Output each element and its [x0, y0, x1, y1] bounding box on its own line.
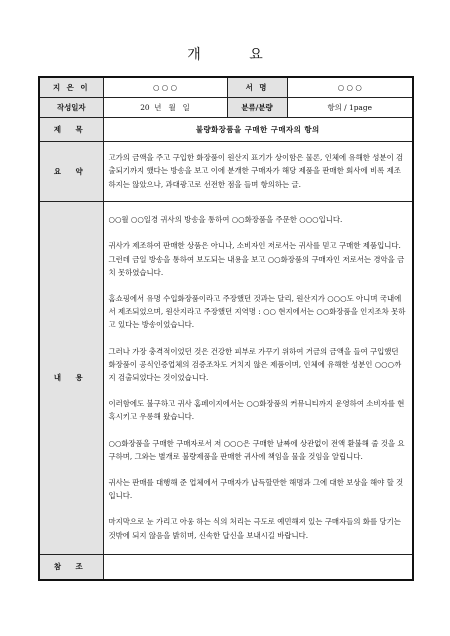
content-paragraph: 마지막으로 눈 가리고 아웅 하는 식의 처리는 극도로 예민해져 있는 구매자들의 화를 당기는 것밖에 되지 않음을 밝히며, 신속한 답신을 보내시길 바랍니다. [108, 517, 401, 540]
content-label: 내 용 [39, 201, 103, 554]
document-title: 개 요 [187, 47, 285, 63]
summary-form-table [38, 76, 414, 581]
summary-label: 요 약 [39, 141, 103, 201]
author-row [39, 77, 413, 97]
summary-row [39, 141, 413, 201]
subject-label: 제 목 [39, 117, 103, 141]
summary-text: 고가의 금액을 주고 구입한 화장품이 원산지 표기가 상이함은 물론, 인체에 유해한 성분이 검출되기까지 했다는 방송을 보고 이에 분개한 구매자가 해당 제품을 판매한 회사에 비록 제조하지는 않았으나, 과대광고로 선전한 점을 들며 항의하는 글. [103, 141, 413, 201]
content-paragraph: 홈쇼핑에서 유명 수입화장품이라고 주장했던 것과는 달리, 원산지가 ○○○도 아니며 국내에서 제조되었으며, 원산지라고 주장했던 지역명 : ○○ 현지에서는 ○○화장품을 인지조차 못하고 있다는 방송이었습니다. [108, 293, 406, 330]
subject-row [39, 117, 413, 141]
category-label: 분류/분량 [227, 97, 287, 117]
reference-row [39, 554, 413, 580]
subject-value: 불량화장품을 구매한 구매자의 항의 [103, 117, 413, 141]
content-paragraph: 귀사가 제조하여 판매한 상품은 아니나, 소비자인 저로서는 귀사를 믿고 구매한 제품입니다. 그런데 금일 방송을 통하여 보도되는 내용을 보고 ○○화장품의 구매자인 저로서는 경악을 금치 못하였습니다. [108, 241, 405, 277]
content-paragraph: 귀사는 판매를 대행해 준 업체에서 구매자가 납득할만한 해명과 그에 대한 보상을 해야 할 것입니다. [108, 478, 404, 501]
reference-label: 참 조 [39, 554, 103, 580]
date-value: 20 년 월 일 [103, 97, 227, 117]
date-label: 작성일자 [39, 97, 103, 117]
author-value: ○ ○ ○ [103, 77, 227, 97]
reference-value [103, 554, 413, 580]
content-paragraph: ○○월 ○○일경 귀사의 방송을 통하여 ○○화장품을 주문한 ○○○입니다. [108, 215, 343, 225]
content-paragraph: 이러함에도 불구하고 귀사 홈페이지에서는 ○○화장품의 커뮤니티까지 운영하여 소비자를 현혹시키고 우롱해 왔습니다. [108, 399, 405, 422]
content-paragraph: 그러나 가장 충격적이었던 것은 건강한 피부로 가꾸기 위하여 거금의 금액을 들여 구입했던 화장품이 공식인증업체의 검증조차도 거치지 않은 제품이며, 인체에 유해한 성분인 ○○○까지 검출되었다는 것이었습니다. [108, 346, 402, 382]
content-row [39, 201, 413, 554]
signature-value: ○ ○ ○ [287, 77, 413, 97]
date-row [39, 97, 413, 117]
content-body [103, 201, 413, 554]
category-value: 항의 / 1page [287, 97, 413, 117]
signature-label: 서 명 [227, 77, 287, 97]
author-label: 지 은 이 [39, 77, 103, 97]
content-paragraph: ○○화장품을 구매한 구매자로서 저 ○○○은 구매한 날짜에 상관없이 전액 환불해 줄 것을 요구하며, 그와는 별개로 불량제품을 판매한 귀사에 책임을 물을 것임을 알립니다. [108, 438, 405, 461]
